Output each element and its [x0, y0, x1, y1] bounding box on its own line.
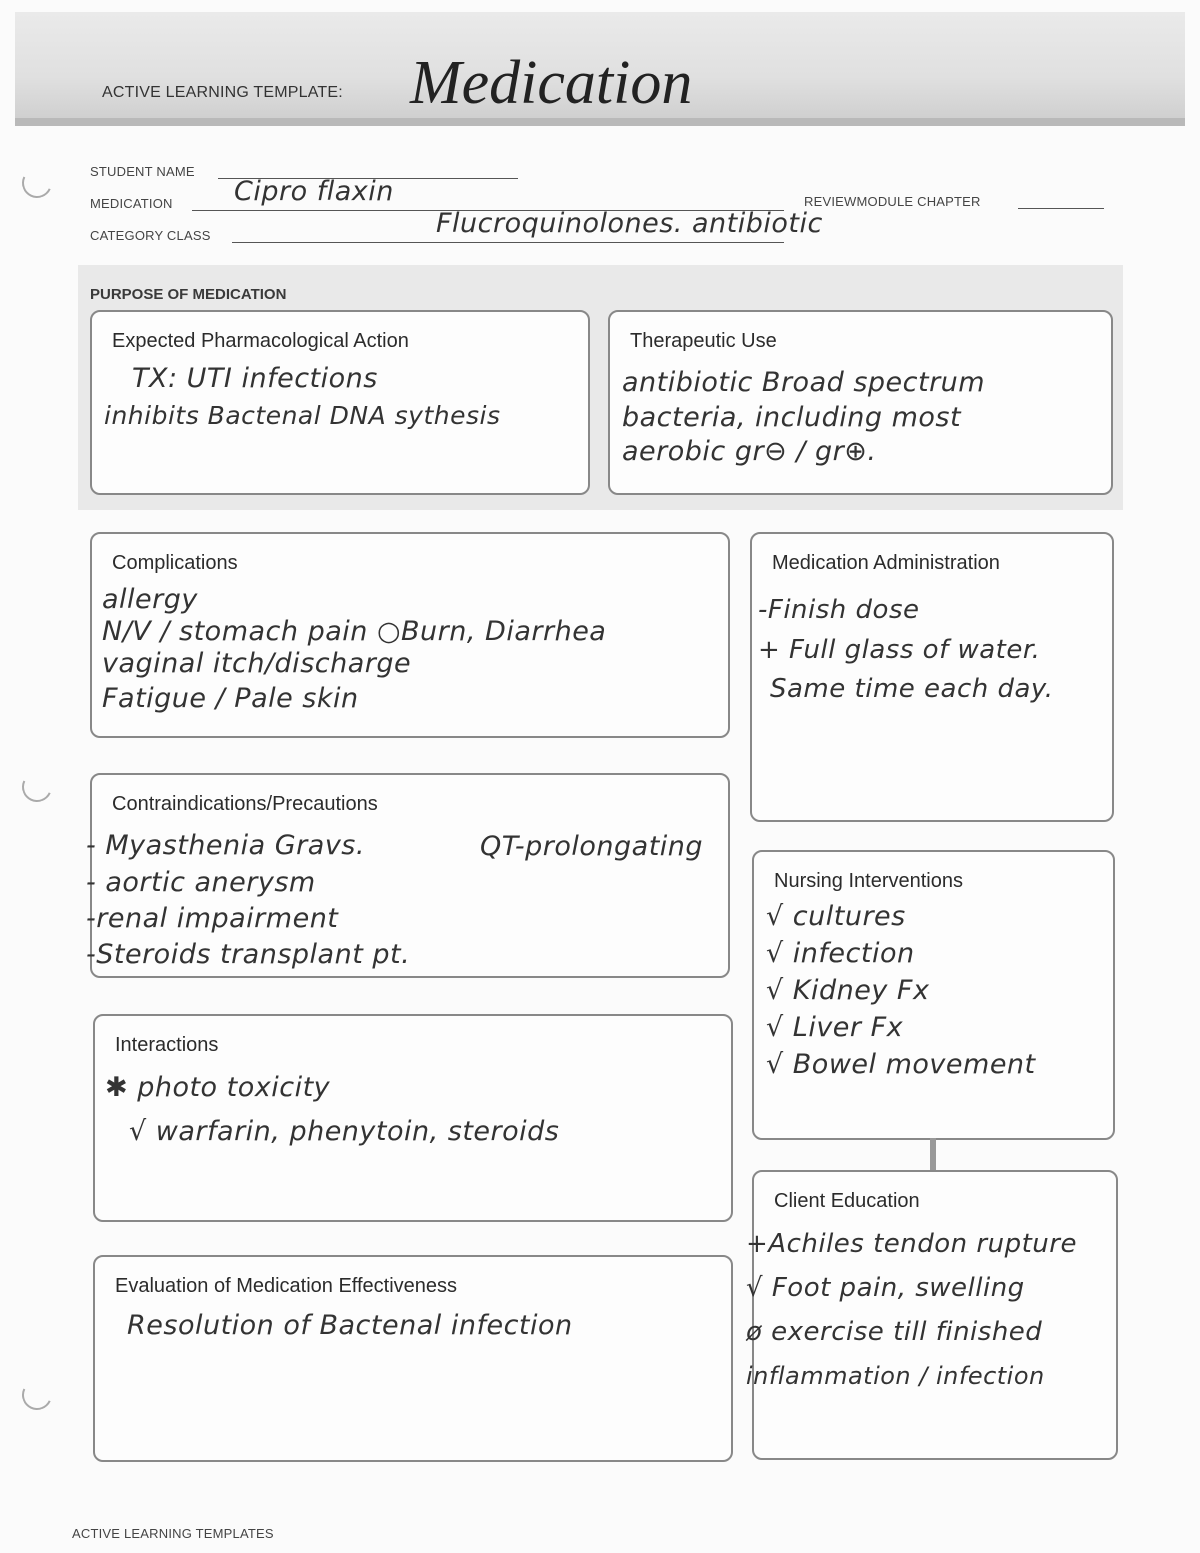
contraindications-side-note: QT-prolongating	[480, 831, 704, 862]
binder-hole	[18, 164, 56, 202]
interactions-title: Interactions	[115, 1034, 219, 1056]
category-class-value[interactable]: Flucroquinolones. antibiotic	[436, 208, 823, 239]
evaluation-title: Evaluation of Medication Effectiveness	[115, 1275, 458, 1297]
note-line: ø exercise till finished	[746, 1317, 1043, 1347]
binder-hole	[18, 1376, 56, 1414]
note-line: +Achiles tendon rupture	[746, 1229, 1077, 1259]
therapeutic-use-title: Therapeutic Use	[630, 330, 777, 352]
interactions-notes	[105, 1066, 725, 1154]
therapeutic-use-box[interactable]	[608, 310, 1113, 495]
note-line: allergy	[102, 584, 198, 615]
footer-label: ACTIVE LEARNING TEMPLATES	[72, 1526, 274, 1541]
note-line: inhibits Bactenal DNA sythesis	[104, 401, 501, 430]
expected-action-box[interactable]	[90, 310, 590, 495]
contraindications-title: Contraindications/Precautions	[112, 793, 378, 815]
note-line: aerobic gr⊖ / gr⊕.	[622, 436, 877, 467]
medication-value[interactable]: Cipro flaxin	[234, 176, 394, 207]
note-line: TX: UTI infections	[132, 363, 378, 394]
student-name-label: STUDENT NAME	[90, 164, 195, 179]
note-line: Fatigue / Pale skin	[102, 683, 359, 714]
medication-administration-notes	[758, 592, 1106, 708]
nursing-interventions-title: Nursing Interventions	[774, 870, 963, 892]
note-line: ✱ photo toxicity	[105, 1072, 331, 1103]
client-education-title: Client Education	[774, 1190, 920, 1212]
medication-administration-title: Medication Administration	[772, 552, 1000, 574]
contraindications-box[interactable]	[86, 773, 730, 978]
note-line: √ infection	[766, 938, 915, 969]
review-module-line	[1018, 208, 1104, 209]
note-line: Same time each day.	[770, 674, 1054, 704]
note-line: bacteria, including most	[622, 402, 962, 433]
note-line: √ Kidney Fx	[766, 975, 930, 1006]
complications-box[interactable]	[90, 532, 730, 738]
note-line: -Steroids transplant pt.	[86, 939, 411, 970]
note-line: antibiotic Broad spectrum	[622, 367, 986, 398]
note-line: √ cultures	[766, 901, 906, 932]
category-class-label: CATEGORY CLASS	[90, 228, 211, 243]
evaluation-box[interactable]	[93, 1255, 733, 1462]
connector-bar	[930, 1138, 936, 1170]
nursing-interventions-notes	[766, 898, 1107, 1083]
expected-action-notes	[104, 360, 582, 434]
note-line: N/V / stomach pain ○Burn, Diarrhea	[102, 616, 607, 647]
purpose-label: PURPOSE OF MEDICATION	[90, 286, 287, 303]
note-line: √ Foot pain, swelling	[746, 1273, 1025, 1303]
medication-administration-box[interactable]	[750, 532, 1114, 822]
note-line: - aortic anerysm	[86, 867, 316, 898]
interactions-box[interactable]	[93, 1014, 733, 1222]
note-line: + Full glass of water.	[758, 635, 1041, 665]
header-rule	[15, 118, 1185, 126]
binder-hole	[18, 768, 56, 806]
expected-action-title: Expected Pharmacological Action	[112, 330, 409, 352]
note-line: √ Bowel movement	[766, 1049, 1036, 1080]
note-line: inflammation / infection	[746, 1362, 1045, 1390]
note-line: - Myasthenia Gravs.	[86, 830, 365, 861]
therapeutic-use-notes	[622, 364, 1105, 469]
note-line: Resolution of Bactenal infection	[127, 1310, 573, 1341]
note-line: -Finish dose	[758, 595, 920, 625]
review-module-label: REVIEWMODULE CHAPTER	[804, 194, 981, 209]
evaluation-notes	[127, 1307, 725, 1344]
complications-title: Complications	[112, 552, 238, 574]
complications-notes	[102, 584, 722, 718]
category-class-line	[232, 242, 784, 243]
medication-label: MEDICATION	[90, 196, 173, 211]
template-title: Medication	[410, 49, 693, 117]
note-line: √ warfarin, phenytoin, steroids	[129, 1116, 560, 1147]
note-line: vaginal itch/discharge	[102, 648, 412, 679]
note-line: -renal impairment	[86, 903, 339, 934]
client-education-notes	[746, 1222, 1110, 1398]
client-education-box[interactable]	[746, 1170, 1118, 1460]
note-line: √ Liver Fx	[766, 1012, 904, 1043]
template-label: ACTIVE LEARNING TEMPLATE:	[102, 84, 343, 101]
nursing-interventions-box[interactable]	[752, 850, 1115, 1140]
